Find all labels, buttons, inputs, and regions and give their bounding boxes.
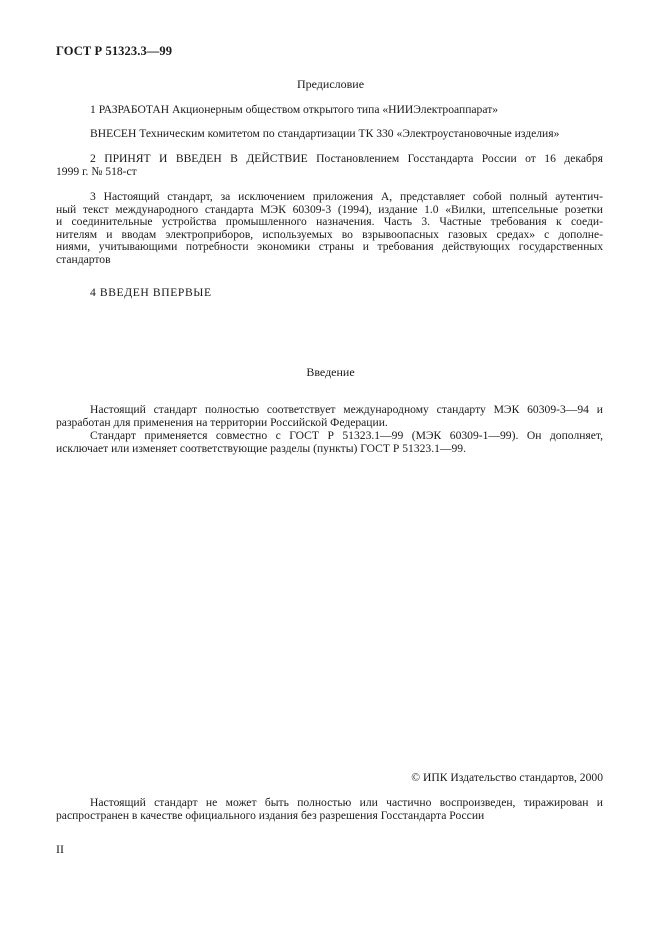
foreword-item-3-line: ный текст международного стандарта МЭК 60309-3 (1994), издание 1.0 «Вилки, штепсельные розетки — [56, 202, 603, 216]
foreword-item-4 — [56, 287, 603, 300]
foreword-item-1-line: 1 РАЗРАБОТАН Акционерным обществом открытого типа «НИИЭлектроаппарат» — [90, 103, 499, 116]
foreword-item-3-line: нителям и вводам электроприборов, используемых во взрывоопасных газовых средах» с дополне- — [56, 227, 603, 241]
foreword-item-3 — [56, 191, 603, 267]
foreword-item-1 — [56, 104, 603, 117]
foreword-item-3-line: стандартов — [56, 252, 111, 266]
introduction-paragraph-2 — [56, 430, 603, 455]
introduction-paragraph-2-line: исключает или изменяет соответствующие разделы (пункты) ГОСТ Р 51323.1—99. — [56, 441, 467, 455]
foreword-item-3-line: ниями, учитывающими потребности экономики страны и требования действующих государственных — [56, 240, 603, 254]
foreword-item-4-line: 4 ВВЕДЕН ВПЕРВЫЕ — [90, 286, 212, 299]
introduction-paragraph-1 — [56, 404, 603, 429]
foreword-item-2-line: 1999 г. № 518-ст — [56, 164, 137, 178]
introduction-paragraph-1-line: Настоящий стандарт полностью соответствует международному стандарту МЭК 60309-3—94 и — [90, 403, 603, 416]
foreword-item-2-line: 2 ПРИНЯТ И ВВЕДЕН В ДЕЙСТВИЕ Постановлением Госстандарта России от 16 декабря — [90, 152, 603, 165]
introduction-paragraph-2-line: Стандарт применяется совместно с ГОСТ Р 51323.1—99 (МЭК 60309-1—99). Он дополняет, — [90, 429, 603, 442]
foreword-title: Предисловие — [296, 77, 365, 91]
foreword-item-2 — [56, 153, 603, 178]
foreword-item-3-line: 3 Настоящий стандарт, за исключением приложения А, представляет собой полный аутентич- — [90, 190, 603, 203]
reproduction-notice-line: Настоящий стандарт не может быть полностью или частично воспроизведен, тиражирован и — [90, 796, 603, 809]
page-number: II — [56, 842, 64, 856]
introduction-paragraph-1-line: разработан для применения на территории Российской Федерации. — [56, 415, 388, 429]
foreword-introduced — [56, 128, 603, 141]
copyright-notice: © ИПК Издательство стандартов, 2000 — [411, 771, 603, 784]
document-code: ГОСТ Р 51323.3—99 — [56, 44, 173, 58]
reproduction-notice-line: распространен в качестве официального издания без разрешения Госстандарта России — [56, 808, 485, 822]
foreword-item-3-line: и соединительные устройства промышленного назначения. Часть 3. Частные требования к соеди- — [56, 215, 603, 229]
foreword-introduced-line: ВНЕСЕН Техническим комитетом по стандартизации ТК 330 «Электроустановочные изделия» — [90, 127, 560, 140]
reproduction-notice — [56, 797, 603, 822]
introduction-title: Введение — [306, 365, 355, 379]
